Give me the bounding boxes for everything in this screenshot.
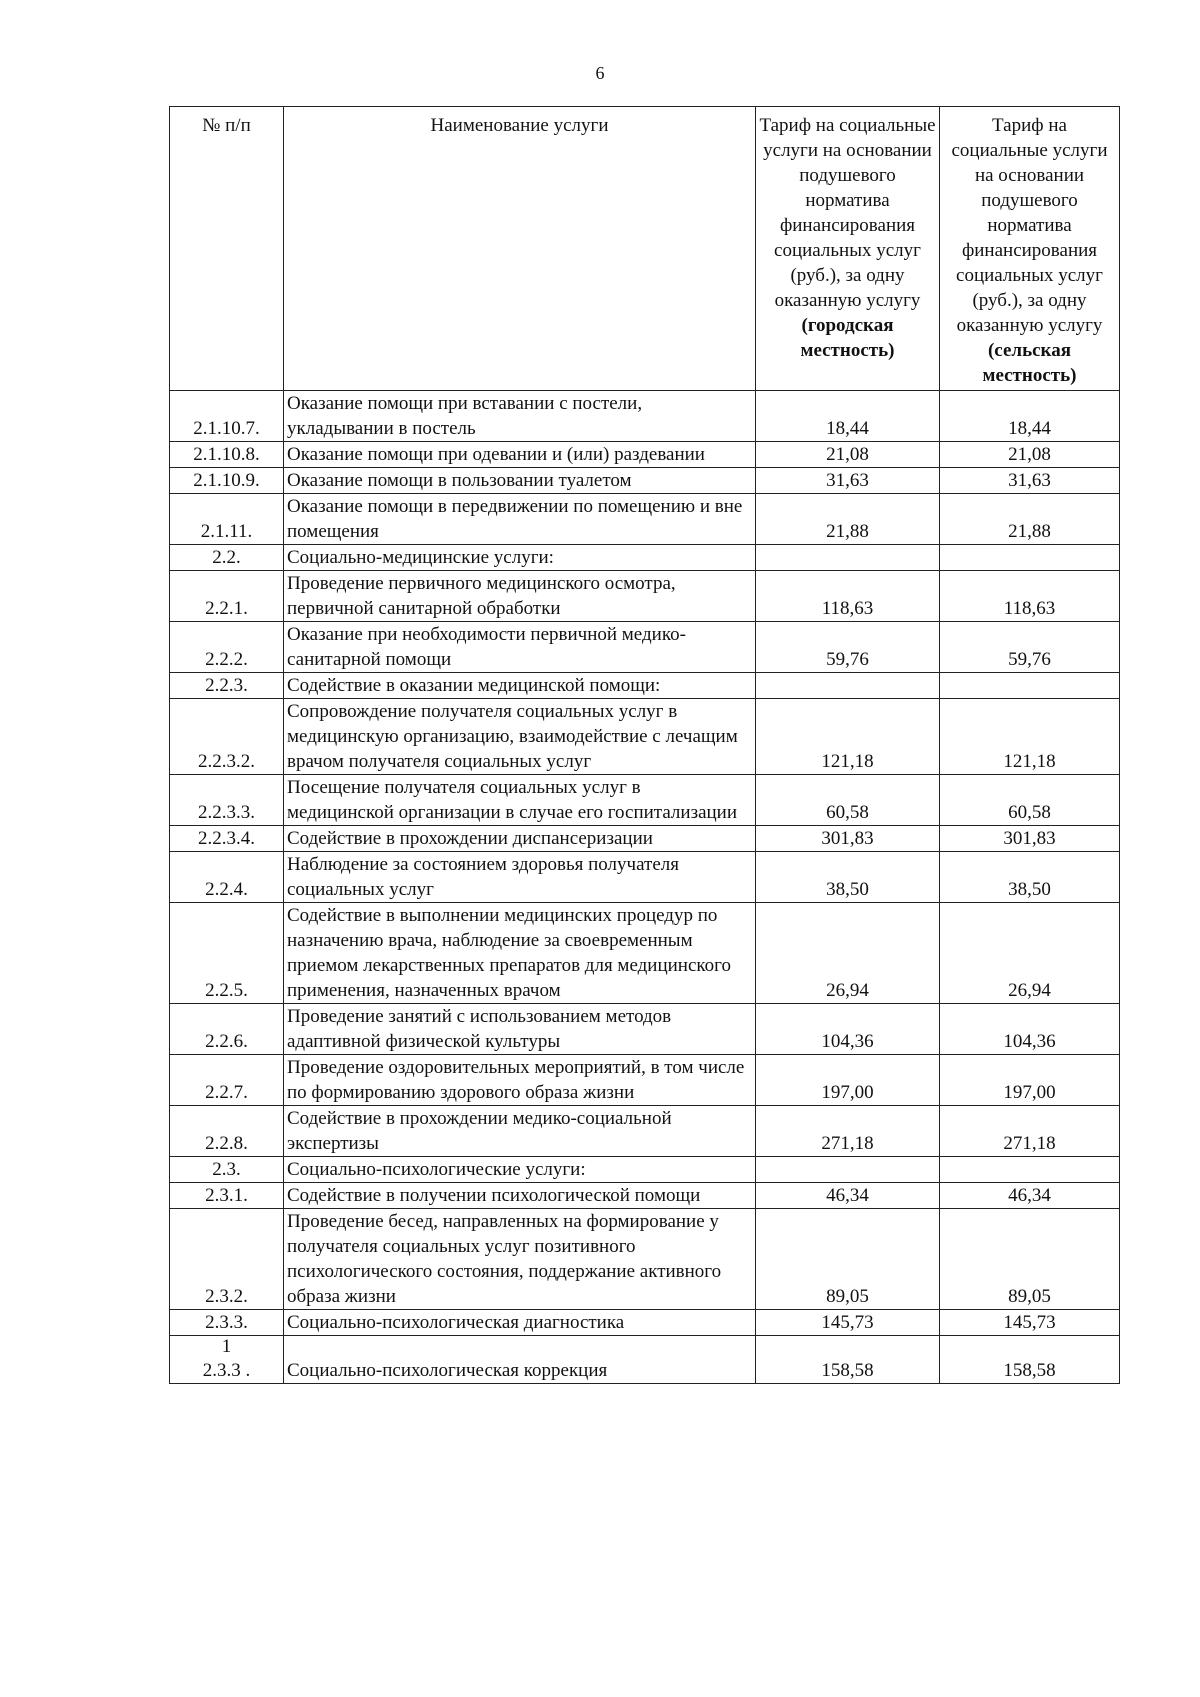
urban-tariff-value: 118,63 [756, 571, 940, 622]
table-row [170, 1209, 1120, 1310]
service-name: Содействие в прохождении медико-социальной экспертизы [284, 1106, 756, 1157]
rural-tariff-value: 118,63 [940, 571, 1120, 622]
table-row [170, 852, 1120, 903]
row-number-text: 2.2.2. [205, 649, 248, 670]
rural-tariff-value [940, 673, 1120, 699]
rural-tariff-value: 21,88 [940, 494, 1120, 545]
urban-tariff-value: 60,58 [756, 775, 940, 826]
service-name: Оказание при необходимости первичной медико-санитарной помощи [284, 622, 756, 673]
service-name: Проведение первичного медицинского осмотра, первичной санитарной обработки [284, 571, 756, 622]
row-number-text: 2.3.1. [205, 1185, 248, 1206]
row-number [170, 775, 284, 826]
table-row [170, 903, 1120, 1004]
header-urban-area: (городская местность) [800, 315, 895, 361]
row-number-text: 2.2.5. [205, 980, 248, 1001]
tariff-table [169, 106, 1120, 1384]
service-name: Оказание помощи в пользовании туалетом [284, 468, 756, 494]
table-row [170, 468, 1120, 494]
row-number [170, 545, 284, 571]
table-row [170, 1310, 1120, 1336]
row-number [170, 494, 284, 545]
header-service-name: Наименование услуги [284, 107, 756, 391]
service-name: Проведение занятий с использованием методов адаптивной физической культуры [284, 1004, 756, 1055]
table-row [170, 1157, 1120, 1183]
table-row [170, 1055, 1120, 1106]
service-name: Посещение получателя социальных услуг в медицинской организации в случае его госпитализации [284, 775, 756, 826]
row-number-text: 2.2.3. [205, 675, 248, 696]
urban-tariff-value: 301,83 [756, 826, 940, 852]
urban-tariff-value: 46,34 [756, 1183, 940, 1209]
row-number [170, 673, 284, 699]
table-body [170, 391, 1120, 1384]
header-rural-area: (сельская местность) [982, 340, 1077, 386]
row-number [170, 1157, 284, 1183]
row-number-text: 2.3. [212, 1159, 241, 1180]
urban-tariff-value: 271,18 [756, 1106, 940, 1157]
rural-tariff-value: 46,34 [940, 1183, 1120, 1209]
table-row [170, 494, 1120, 545]
header-urban-tariff-text: Тариф на социальные услуги на основании подушевого норматива финансирования социальных услуг (руб.), за одну оказанную услугу [759, 115, 936, 311]
row-number-text: 2.2.4. [205, 879, 248, 900]
row-number [170, 1004, 284, 1055]
row-number-text: 2.2.7. [205, 1082, 248, 1103]
table-row [170, 1106, 1120, 1157]
urban-tariff-value: 197,00 [756, 1055, 940, 1106]
row-number [170, 1310, 284, 1336]
service-name: Содействие в выполнении медицинских процедур по назначению врача, наблюдение за своевременным приемом лекарственных препаратов для медицинского применения, назначенных врачом [284, 903, 756, 1004]
rural-tariff-value: 21,08 [940, 442, 1120, 468]
rural-tariff-value: 145,73 [940, 1310, 1120, 1336]
table-row [170, 826, 1120, 852]
rural-tariff-value: 59,76 [940, 622, 1120, 673]
row-number [170, 826, 284, 852]
rural-tariff-value: 271,18 [940, 1106, 1120, 1157]
table-header-row [170, 107, 1120, 391]
service-name: Оказание помощи при одевании и (или) раздевании [284, 442, 756, 468]
row-number [170, 571, 284, 622]
table-row [170, 622, 1120, 673]
urban-tariff-value: 26,94 [756, 903, 940, 1004]
row-number [170, 1055, 284, 1106]
rural-tariff-value [940, 1157, 1120, 1183]
service-name: Содействие в получении психологической помощи [284, 1183, 756, 1209]
urban-tariff-value: 145,73 [756, 1310, 940, 1336]
table-row [170, 545, 1120, 571]
row-number-text: 2.1.10.9. [193, 470, 260, 491]
row-number-text: 2.3.3. [205, 1312, 248, 1333]
service-name: Оказание помощи при вставании с постели, укладывании в постель [284, 391, 756, 442]
service-name: Социально-психологические услуги: [284, 1157, 756, 1183]
rural-tariff-value: 89,05 [940, 1209, 1120, 1310]
service-name: Проведение оздоровительных мероприятий, в том числе по формированию здорового образа жизни [284, 1055, 756, 1106]
urban-tariff-value: 21,08 [756, 442, 940, 468]
urban-tariff-value: 104,36 [756, 1004, 940, 1055]
service-name: Содействие в прохождении диспансеризации [284, 826, 756, 852]
page-number: 6 [595, 63, 605, 83]
header-rural-tariff-text: Тариф на социальные услуги на основании подушевого норматива финансирования социальных услуг (руб.), за одну оказанную услугу [951, 115, 1108, 336]
row-number-superscript: 1 [221, 1336, 232, 1357]
urban-tariff-value: 158,58 [756, 1336, 940, 1384]
row-number [170, 468, 284, 494]
row-number-text: 2.2.3.4. [198, 828, 255, 849]
row-number-text: 2.2.3.3. [198, 802, 255, 823]
rural-tariff-value: 158,58 [940, 1336, 1120, 1384]
row-number-text: 2.3.3 . [202, 1360, 251, 1381]
row-number [170, 622, 284, 673]
service-name: Сопровождение получателя социальных услуг в медицинскую организацию, взаимодействие с лечащим врачом получателя социальных услуг [284, 699, 756, 775]
row-number-text: 2.2.3.2. [198, 751, 255, 772]
service-name: Наблюдение за состоянием здоровья получателя социальных услуг [284, 852, 756, 903]
row-number [170, 1183, 284, 1209]
row-number [170, 699, 284, 775]
rural-tariff-value: 60,58 [940, 775, 1120, 826]
table-row [170, 1336, 1120, 1384]
table-row [170, 1183, 1120, 1209]
urban-tariff-value [756, 673, 940, 699]
rural-tariff-value: 31,63 [940, 468, 1120, 494]
urban-tariff-value: 21,88 [756, 494, 940, 545]
row-number [170, 1209, 284, 1310]
row-number [170, 903, 284, 1004]
row-number-text: 2.1.11. [200, 521, 253, 542]
urban-tariff-value [756, 545, 940, 571]
table-row [170, 775, 1120, 826]
table-row [170, 391, 1120, 442]
service-name: Социально-психологическая коррекция [284, 1336, 756, 1384]
urban-tariff-value [756, 1157, 940, 1183]
table-row [170, 442, 1120, 468]
rural-tariff-value: 26,94 [940, 903, 1120, 1004]
rural-tariff-value: 197,00 [940, 1055, 1120, 1106]
header-rural-tariff [940, 107, 1120, 391]
urban-tariff-value: 121,18 [756, 699, 940, 775]
rural-tariff-value: 301,83 [940, 826, 1120, 852]
urban-tariff-value: 18,44 [756, 391, 940, 442]
urban-tariff-value: 31,63 [756, 468, 940, 494]
rural-tariff-value [940, 545, 1120, 571]
table-row [170, 699, 1120, 775]
service-name: Оказание помощи в передвижении по помещению и вне помещения [284, 494, 756, 545]
row-number [170, 442, 284, 468]
row-number [170, 852, 284, 903]
table-row [170, 1004, 1120, 1055]
row-number-text: 2.2.8. [205, 1133, 248, 1154]
row-number-text: 2.1.10.8. [193, 444, 260, 465]
row-number-text: 2.2.6. [205, 1031, 248, 1052]
rural-tariff-value: 38,50 [940, 852, 1120, 903]
row-number-text: 2.2. [212, 547, 241, 568]
urban-tariff-value: 59,76 [756, 622, 940, 673]
table-row [170, 673, 1120, 699]
rural-tariff-value: 18,44 [940, 391, 1120, 442]
row-number-text: 2.2.1. [205, 598, 248, 619]
header-number: № п/п [170, 107, 284, 391]
row-number [170, 391, 284, 442]
service-name: Социально-медицинские услуги: [284, 545, 756, 571]
service-name: Содействие в оказании медицинской помощи: [284, 673, 756, 699]
service-name: Проведение бесед, направленных на формирование у получателя социальных услуг позитивного психологического состояния, поддержание активного образа жизни [284, 1209, 756, 1310]
urban-tariff-value: 38,50 [756, 852, 940, 903]
service-name: Социально-психологическая диагностика [284, 1310, 756, 1336]
row-number-text: 2.3.2. [205, 1286, 248, 1307]
row-number [170, 1106, 284, 1157]
row-number-text: 2.1.10.7. [193, 418, 260, 439]
header-urban-tariff [756, 107, 940, 391]
rural-tariff-value: 104,36 [940, 1004, 1120, 1055]
row-number [170, 1336, 284, 1384]
urban-tariff-value: 89,05 [756, 1209, 940, 1310]
rural-tariff-value: 121,18 [940, 699, 1120, 775]
table-row [170, 571, 1120, 622]
